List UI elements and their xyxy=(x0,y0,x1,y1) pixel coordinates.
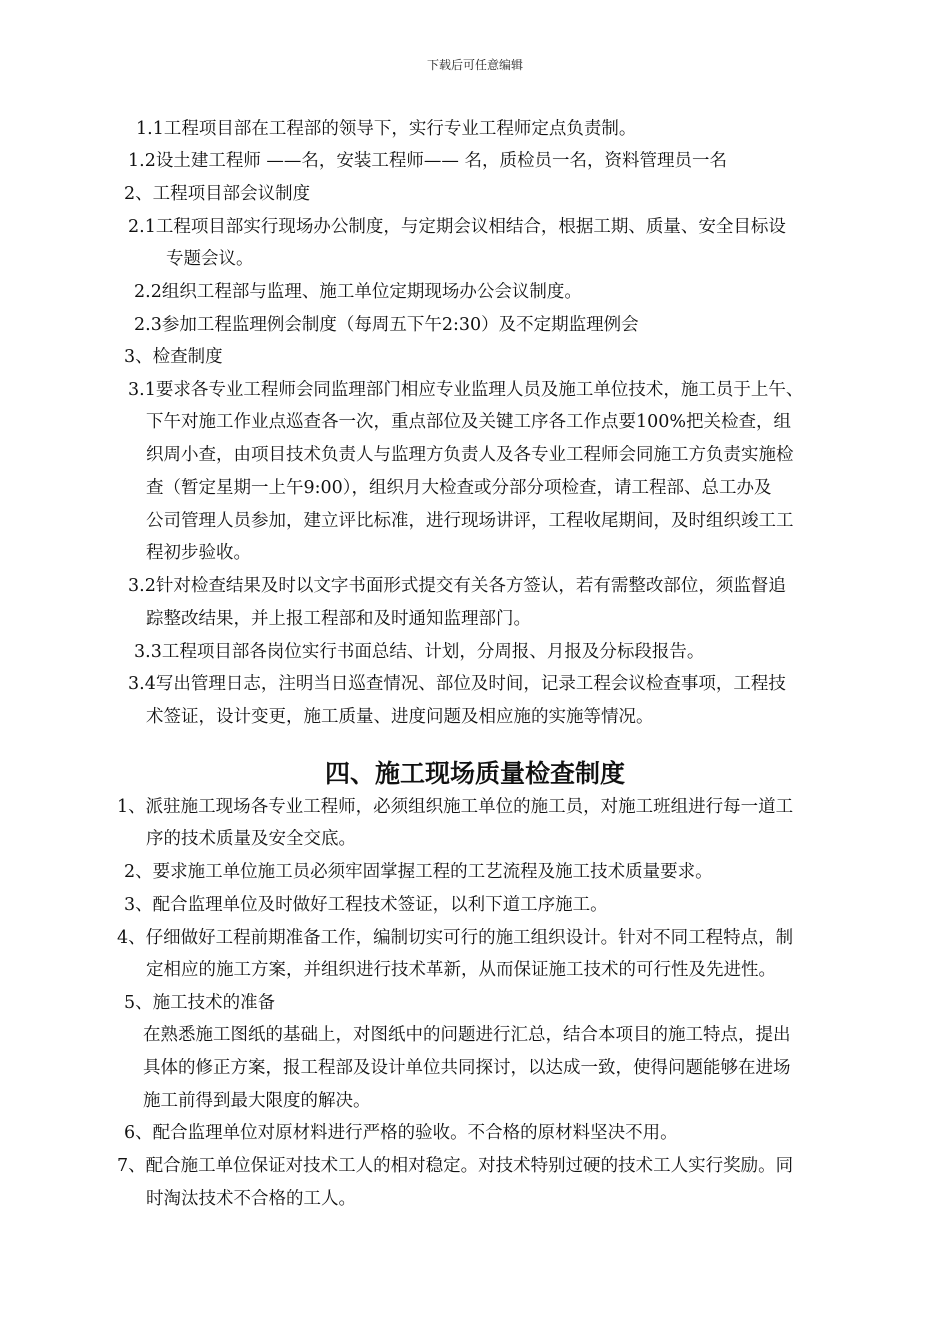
heading-inspection-system: 3、检查制度 xyxy=(124,347,223,367)
item-1-1: 1.1工程项目部在工程部的领导下，实行专业工程师定点负责制。 xyxy=(136,119,637,139)
item-2-1: 2.1工程项目部实行现场办公制度，与定期会议相结合，根据工期、质量、安全目标设 xyxy=(128,217,786,237)
item-3-1: 3.1要求各专业工程师会同监理部门相应专业监理人员及施工单位技术，施工员于上午、 xyxy=(128,380,804,400)
item-1-2: 1.2设土建工程师 ——名，安装工程师—— 名，质检员一名，资料管理员一名 xyxy=(128,151,727,171)
item-2-3: 2.3参加工程监理例会制度（每周五下午2:30）及不定期监理例会 xyxy=(134,315,639,335)
item-3-1-cont-2: 织周小查，由项目技术负责人与监理方负责人及各专业工程师会同施工方负责实施检 xyxy=(146,445,794,465)
s4-item-5-body-3: 施工前得到最大限度的解决。 xyxy=(143,1091,371,1111)
item-3-3: 3.3工程项目部各岗位实行书面总结、计划，分周报、月报及分标段报告。 xyxy=(134,642,705,662)
s4-item-5: 5、施工技术的准备 xyxy=(124,993,276,1013)
item-3-4-cont: 术签证，设计变更，施工质量、进度问题及相应施的实施等情况。 xyxy=(146,707,654,727)
item-3-2: 3.2针对检查结果及时以文字书面形式提交有关各方签认，若有需整改部位，须监督追 xyxy=(128,576,786,596)
s4-item-4: 4、仔细做好工程前期准备工作，编制切实可行的施工组织设计。针对不同工程特点，制 xyxy=(117,928,794,948)
s4-item-7-cont: 时淘汰技术不合格的工人。 xyxy=(146,1189,356,1209)
item-2-1-cont: 专题会议。 xyxy=(166,249,254,269)
item-3-1-cont-3: 查（暂定星期一上午9:00），组织月大检查或分部分项检查，请工程部、总工办及 xyxy=(146,478,772,498)
section-title: 四、施工现场质量检查制度 xyxy=(324,759,625,788)
s4-item-4-cont: 定相应的施工方案，并组织进行技术革新，从而保证施工技术的可行性及先进性。 xyxy=(146,960,776,980)
s4-item-6: 6、配合监理单位对原材料进行严格的验收。不合格的原材料坚决不用。 xyxy=(124,1123,678,1143)
s4-item-7: 7、配合施工单位保证对技术工人的相对稳定。对技术特别过硬的技术工人实行奖励。同 xyxy=(117,1156,794,1176)
s4-item-1: 1、派驻施工现场各专业工程师，必须组织施工单位的施工员，对施工班组进行每一道工 xyxy=(117,797,794,817)
page-header-note: 下载后可任意编辑 xyxy=(426,58,523,72)
s4-item-2: 2、要求施工单位施工员必须牢固掌握工程的工艺流程及施工技术质量要求。 xyxy=(124,862,713,882)
s4-item-1-cont: 序的技术质量及安全交底。 xyxy=(146,829,356,849)
item-3-1-cont-1: 下午对施工作业点巡查各一次，重点部位及关键工序各工作点要100%把关检查，组 xyxy=(146,412,792,432)
item-3-1-cont-4: 公司管理人员参加，建立评比标准，进行现场讲评，工程收尾期间，及时组织竣工工 xyxy=(146,511,794,531)
item-3-1-cont-5: 程初步验收。 xyxy=(146,543,251,563)
item-2-2: 2.2组织工程部与监理、施工单位定期现场办公会议制度。 xyxy=(134,282,582,302)
item-3-4: 3.4写出管理日志，注明当日巡查情况、部位及时间，记录工程会议检查事项，工程技 xyxy=(128,674,786,694)
s4-item-3: 3、配合监理单位及时做好工程技术签证，以利下道工序施工。 xyxy=(124,895,608,915)
item-3-2-cont: 踪整改结果，并上报工程部和及时通知监理部门。 xyxy=(146,609,531,629)
s4-item-5-body-2: 具体的修正方案，报工程部及设计单位共同探讨，以达成一致，使得问题能够在进场 xyxy=(143,1058,791,1078)
s4-item-5-body-1: 在熟悉施工图纸的基础上，对图纸中的问题进行汇总，结合本项目的施工特点，提出 xyxy=(143,1025,791,1045)
heading-meeting-system: 2、工程项目部会议制度 xyxy=(124,184,311,204)
